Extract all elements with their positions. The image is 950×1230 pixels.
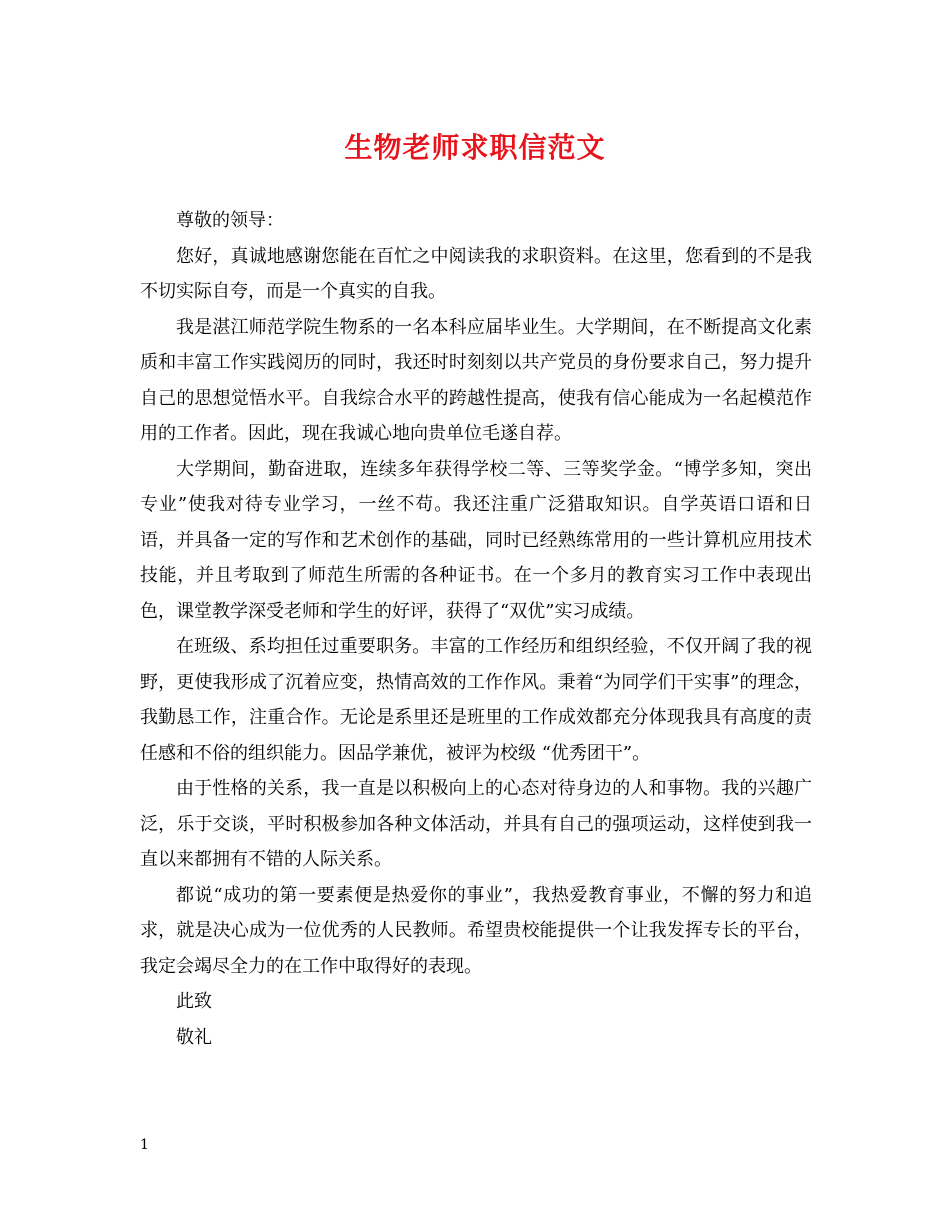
paragraph-greeting: 您好，真诚地感谢您能在百忙之中阅读我的求职资料。在这里，您看到的不是我不切实际自夸，而是一个真实的自我。 (140, 245, 812, 302)
letter-body (140, 203, 812, 1055)
paragraph-leadership: 在班级、系均担任过重要职务。丰富的工作经历和组织经验，不仅开阔了我的视野，更使我形成了沉着应变，热情高效的工作作风。秉着“为同学们干实事”的理念，我勤恳工作，注重合作。无论是系里还是班里的工作成效都充分体现我具有高度的责任感和不俗的组织能力。因品学兼优，被评为校级 “优秀团干”。 (140, 636, 812, 764)
paragraph-studies: 大学期间，勤奋进取，连续多年获得学校二等、三等奖学金。“博学多知，突出专业”使我对待专业学习，一丝不苟。我还注重广泛猎取知识。自学英语口语和日语，并具备一定的写作和艺术创作的基础，同时已经熟练常用的一些计算机应用技术技能，并且考取到了师范生所需的各种证书。在一个多月的教育实习工作中表现出色，课堂教学深受老师和学生的好评，获得了“双优”实习成绩。 (140, 458, 812, 622)
paragraph-introduction: 我是湛江师范学院生物系的一名本科应届毕业生。大学期间，在不断提高文化素质和丰富工作实践阅历的同时，我还时时刻刻以共产党员的身份要求自己，努力提升自己的思想觉悟水平。自我综合水平的跨越性提高，使我有信心能成为一名起模范作用的工作者。因此，现在我诚心地向贵单位毛遂自荐。 (140, 316, 812, 444)
closing-line-2: 敬礼 (176, 1026, 212, 1048)
page-number: 1 (140, 1137, 149, 1153)
paragraph-aspiration: 都说“成功的第一要素便是热爱你的事业”，我热爱教育事业，不懈的努力和追求，就是决心成为一位优秀的人民教师。希望贵校能提供一个让我发挥专长的平台，我定会竭尽全力的在工作中取得好的表现。 (140, 884, 812, 977)
document-title: 生物老师求职信范文 (344, 131, 606, 164)
closing-line-1: 此致 (176, 991, 212, 1012)
paragraph-personality: 由于性格的关系，我一直是以积极向上的心态对待身边的人和事物。我的兴趣广泛，乐于交谈，平时积极参加各种文体活动，并具有自己的强项运动，这样使到我一直以来都拥有不错的人际关系。 (140, 778, 812, 870)
salutation: 尊敬的领导： (176, 210, 284, 231)
